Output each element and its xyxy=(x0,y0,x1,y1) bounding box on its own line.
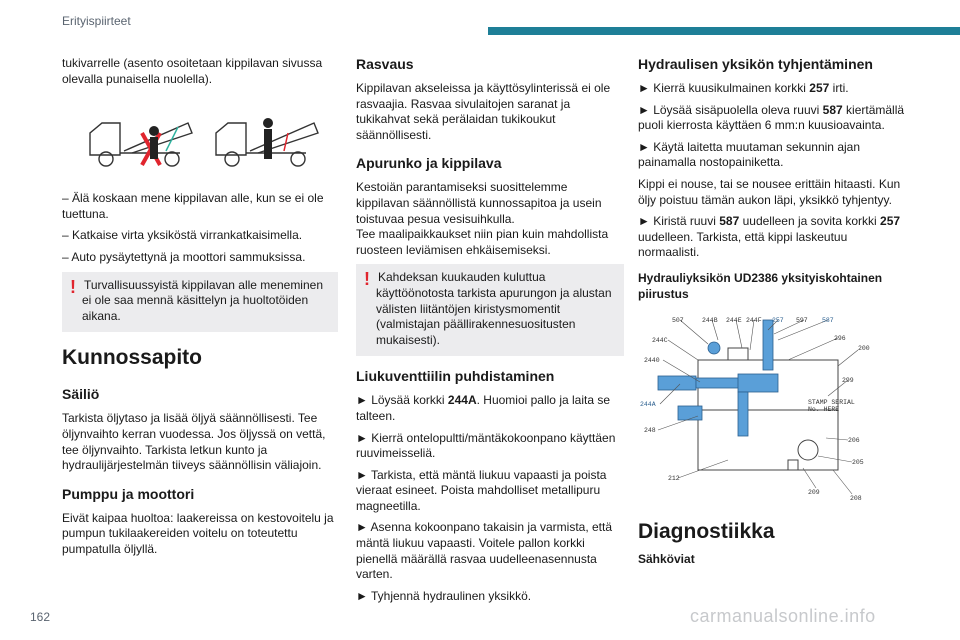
safety-bullet: – Auto pysäytettynä ja moottori sammuksissa. xyxy=(62,249,306,264)
subheading-piirustus: Hydrauliyksikön UD2386 yksityiskohtainen piirustus xyxy=(638,270,883,301)
column-3 xyxy=(638,56,910,574)
rasvaus-text: Kippilavan akseleissa ja käyttösylinterissä ei ole rasvaajia. Rasvaa sivulaitojen saranat ja tukikahvat sekä perälaidan tukikoukut säännöllisesti. xyxy=(356,81,611,142)
step-item: ► Kierrä kuusikulmainen korkki 257 irti. xyxy=(638,81,849,95)
diagram-label: 597 xyxy=(796,317,808,325)
header-accent-bar xyxy=(488,27,960,35)
section-header: Erityispiirteet xyxy=(62,14,131,28)
step-item: ► Löysää korkki 244A. Huomioi pallo ja laita se talteen. xyxy=(356,393,611,423)
sailio-text: Tarkista öljytaso ja lisää öljyä säännöllisesti. Tee öljynvaihto kerran vuodessa. Jos öljyssä on vettä, tee öljynvaihto. Tarkista letkun kunto ja hydraulijärjestelmän tiiveys säännöllisin väliajoin. xyxy=(62,411,326,473)
diagram-label: 206 xyxy=(848,437,860,445)
diagram-label: 212 xyxy=(668,475,680,483)
step-item: ► Tarkista, että mäntä liukuu vapaasti ja poista vieraat esineet. Poista mahdolliset metallipuru magneetilla. xyxy=(356,467,607,513)
page-number: 162 xyxy=(30,610,51,624)
tipper-safety-illustration xyxy=(62,93,338,181)
diagram-label: 299 xyxy=(842,377,854,385)
warning-box xyxy=(356,264,624,356)
diagram-label: 209 xyxy=(808,489,820,497)
safety-bullet: – Katkaise virta yksiköstä virrankatkaisimella. xyxy=(62,228,303,243)
diagram-label: 244C xyxy=(652,337,668,345)
warning-box xyxy=(62,272,338,333)
tipper-truck-icons xyxy=(62,93,338,181)
step-item: ► Kierrä ontelopultti/mäntäkokoonpano käyttäen ruuvimeisseliä. xyxy=(356,430,616,461)
section-heading-kunnossapito: Kunnossapito xyxy=(62,346,202,370)
subheading-sahkoviat: Sähköviat xyxy=(638,552,695,567)
step-item: ► Asenna kokoonpano takaisin ja varmista, että mäntä liukuu vapaasti. Voitele pallon korkki pienellä määrällä rasvaa uudelleenasennusta varten. xyxy=(356,520,613,582)
diagram-label: 296 xyxy=(834,335,846,343)
diagram-label: 257 xyxy=(772,317,784,325)
warning-icon: ! xyxy=(364,269,370,290)
warning-icon: ! xyxy=(70,276,76,297)
pumppu-text: Eivät kaipaa huoltoa: laakereissa on kestovoitelu ja pumpun tukilaakereiden voitelu on toteutettu pumpatulla öljyllä. xyxy=(62,510,334,556)
diagram-label: STAMP SERIAL xyxy=(808,399,855,407)
subheading-apurunko: Apurunko ja kippilava xyxy=(356,155,502,172)
diagram-label: 507 xyxy=(672,317,684,325)
step-item: ► Käytä laitetta muutaman sekunnin ajan painamalla nostopainiketta. xyxy=(638,139,861,170)
diagram-label: 205 xyxy=(852,459,864,467)
hydraulic-unit-diagram xyxy=(638,310,888,510)
diagram-label: 200 xyxy=(858,345,870,353)
column-2 xyxy=(356,56,624,610)
diagram-label: 244E xyxy=(726,317,742,325)
diagram-label: 587 xyxy=(822,317,834,325)
warning-text: Kahdeksan kuukauden kuluttua käyttöönotosta tarkista apurungon ja alustan välisten liitäntöjen kiristysmomentit (valmistajan päällirakennesuositusten mukaisesti). xyxy=(376,270,612,347)
note-text: Kippi ei nouse, tai se nousee erittäin hitaasti. Kun öljy poistuu tämän aukon läpi, yksikkö tyhjentyy. xyxy=(638,176,901,207)
subheading-pumppu: Pumppu ja moottori xyxy=(62,485,195,502)
diagram-label: 248 xyxy=(644,427,656,435)
apurunko-text: Tee maalipaikkaukset niin pian kuin mahdollista ruosteen leviämisen ehkäisemiseksi. xyxy=(356,227,609,257)
warning-text: Turvallisuussyistä kippilavan alle meneminen ei ole saa mennä käsittelyn ja huoltotöiden aikana. xyxy=(82,277,323,323)
step-item: ► Löysää sisäpuolella oleva ruuvi 587 kiertämällä puoli kierrosta käyttäen 6 mm:n kuusioavainta. xyxy=(638,102,905,133)
step-item: ► Tyhjennä hydraulinen yksikkö. xyxy=(356,588,532,603)
column-1 xyxy=(62,56,338,564)
section-heading-diagnostiikka: Diagnostiikka xyxy=(638,520,775,544)
diagram-label: 244B xyxy=(702,317,718,325)
diagram-label: No. HERE xyxy=(808,406,840,414)
subheading-hydraulinen: Hydraulisen yksikön tyhjentäminen xyxy=(638,56,873,72)
safety-bullet: – Älä koskaan mene kippilavan alle, kun se ei ole tuettuna. xyxy=(62,191,324,221)
subheading-rasvaus: Rasvaus xyxy=(356,56,414,72)
subheading-sailio: Säiliö xyxy=(62,386,100,403)
subheading-liukuventtiili: Liukuventtiilin puhdistaminen xyxy=(356,368,555,385)
diagram-label: 208 xyxy=(850,495,862,503)
apurunko-text: Kestoiän parantamiseksi suosittelemme kippilavan säännöllistä kunnossapitoa ja usein toistuvaa pesua vesisuihkulla. xyxy=(356,180,602,226)
watermark: carmanualsonline.info xyxy=(690,606,876,626)
diagram-label: 244F xyxy=(746,317,762,325)
intro-text: tukivarrelle (asento osoitetaan kippilavan sivussa olevalla punaisella nuolella). xyxy=(62,56,323,86)
diagram-label: 244A xyxy=(640,401,656,409)
step-item: ► Kiristä ruuvi 587 uudelleen ja sovita korkki 257 uudelleen. Tarkista, että kippi laskeutuu normaalisti. xyxy=(638,214,901,260)
diagram-label: 2440 xyxy=(644,357,660,365)
